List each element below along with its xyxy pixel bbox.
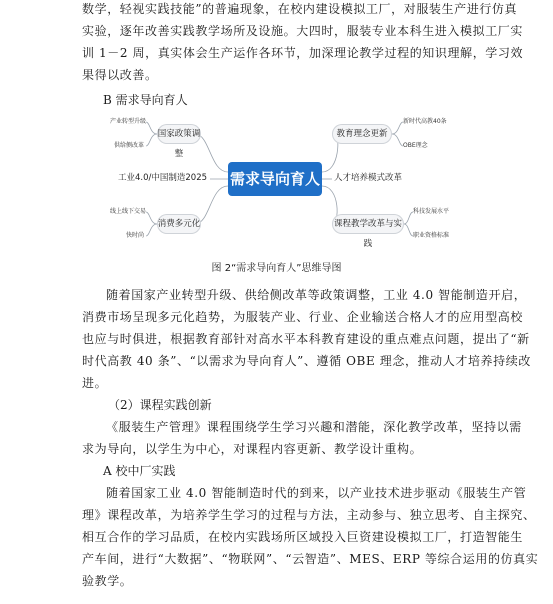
text-line: 随着国家工业 4.0 智能制造时代的到来，以产业技术进步驱动《服装生产管 <box>106 486 527 500</box>
leaf-40-articles: 新时代高教40条 <box>403 118 447 125</box>
text-line: 时代高教 40 条”、“以需求为导向育人”、遵循 OBE 理念，推动人才培养持续改 <box>82 354 531 368</box>
section-heading-2: （2）课程实践创新 <box>108 398 212 412</box>
text-line: 理》课程改革，为培养学生学习的过程与方法，主动参与、独立思考、自主探究、 <box>82 508 536 522</box>
node-education-concept: 教育理念更新 <box>332 124 392 144</box>
text-line: 进。 <box>82 376 108 390</box>
text-line: 随着国家产业转型升级、供给侧改革等政策调整，工业 4.0 智能制造开启， <box>106 288 527 302</box>
text-line: 消费市场呈现多元化趋势，为服装产业、行业、企业输送合格人才的应用型高校 <box>82 310 524 324</box>
section-heading-b: B 需求导向育人 <box>103 93 188 107</box>
text-line: 验教学。 <box>82 574 133 588</box>
section-heading-a: A 校中厂实践 <box>103 464 176 478</box>
text-line: 实验，逐年改善实践教学场所及设施。大四时，服装专业本科生进入模拟工厂实 <box>82 24 524 38</box>
leaf-industry-upgrade: 产业转型升级 <box>110 118 147 125</box>
text-line: 也应与时俱进，根据教育部针对高水平本科教育建设的重点难点问题，提出了“新 <box>82 332 530 346</box>
text-line: 相互合作的学习品质，在校内实践场所区域投入巨资建设模拟工厂，打造智能生 <box>82 530 524 544</box>
figure-caption: 图 2“需求导向育人”思维导图 <box>211 263 342 274</box>
node-course-reform: 课程教学改革与实践 <box>332 214 404 234</box>
node-industry-4: 工业4.0/中国制造2025 <box>118 173 208 183</box>
text-line: 《服装生产管理》课程围绕学生学习兴趣和潜能，深化教学改革，坚持以需 <box>106 420 522 434</box>
mind-map-diagram <box>110 112 450 250</box>
node-national-policy: 国家政策调整 <box>157 124 201 144</box>
leaf-online-offline: 线上线下交易 <box>110 208 147 215</box>
center-node: 需求导向育人 <box>228 162 322 196</box>
text-line: 训 1－2 周，真实体会生产运作各环节，加深理论教学过程的知识理解，学习效 <box>82 46 524 60</box>
leaf-qualification: 职业资格标准 <box>413 232 450 239</box>
leaf-supply-reform: 供给侧改革 <box>114 142 145 149</box>
leaf-obe: OBE理念 <box>403 142 428 149</box>
text-line: 果得以改善。 <box>82 68 158 82</box>
text-line: 产车间，进行“大数据”、“物联网”、“云智造”、MES、ERP 等综合运用的仿真实 <box>82 552 539 566</box>
text-line: 求为导向，以学生为中心，对课程内容更新、教学设计重构。 <box>82 442 423 456</box>
node-talent-model: 人才培养模式改革 <box>334 173 403 183</box>
leaf-tech-level: 科技发展水平 <box>413 208 450 215</box>
leaf-fast-fashion: 快时尚 <box>126 232 145 239</box>
node-consumption: 消费多元化 <box>157 214 201 234</box>
text-line: 数学，轻视实践技能”的普遍现象，在校内建设模拟工厂，对服装生产进行仿真 <box>82 2 518 16</box>
